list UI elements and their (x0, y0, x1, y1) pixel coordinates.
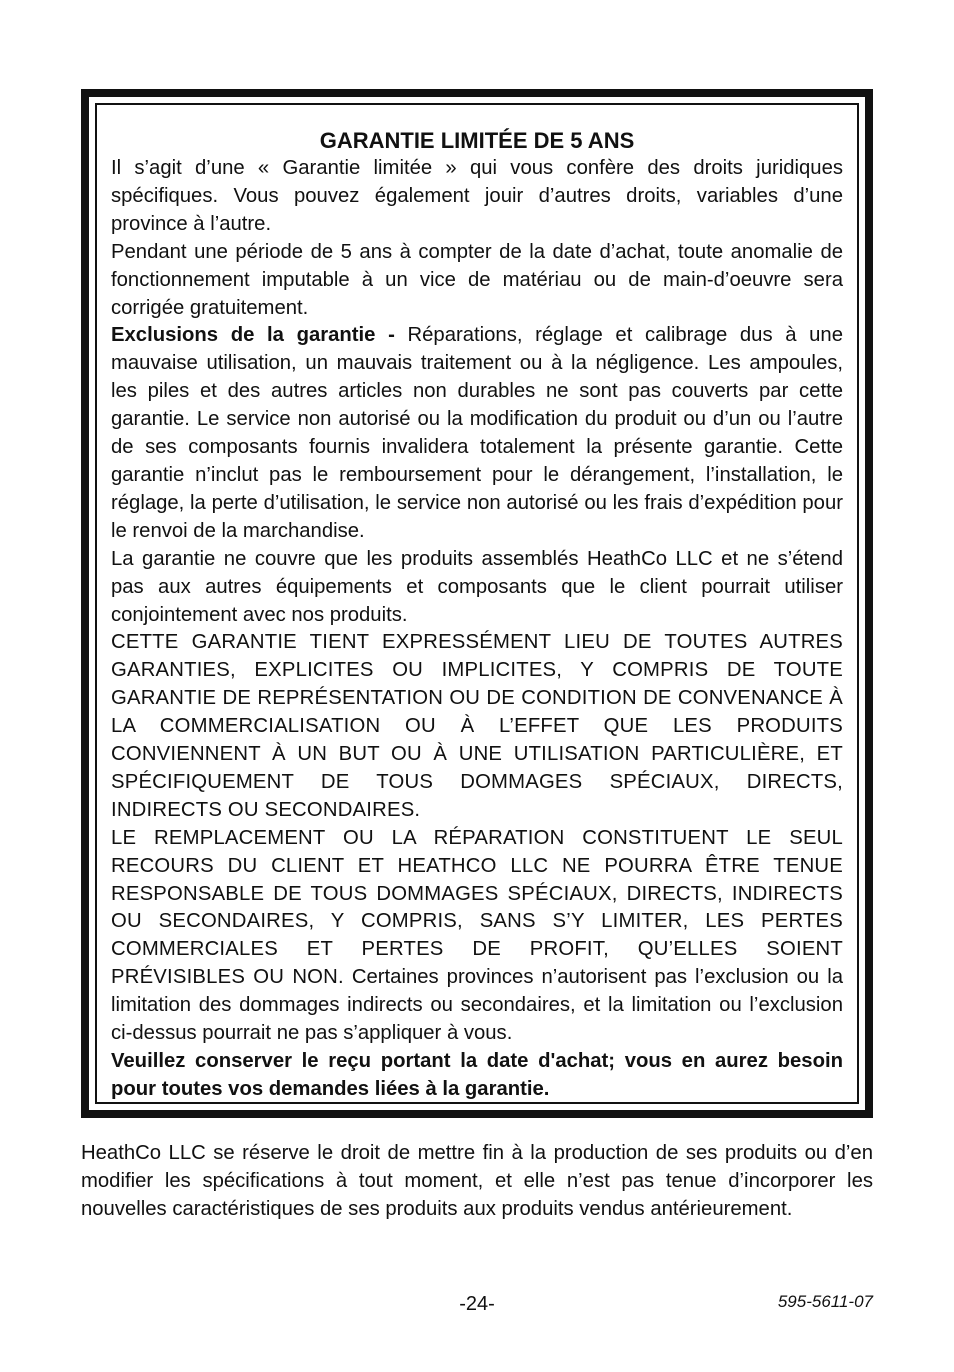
footer-notice: HeathCo LLC se réserve le droit de mettre fin à la production de ses produits ou d’en modifier les spécifications à tout moment, et elle n’est pas tenue d’incorporer les nouvelles caractéristiques de ses produits aux produits vendus antérieurement. (81, 1142, 873, 1220)
warranty-receipt-notice: Veuillez conserver le reçu portant la date d'achat; vous en aurez besoin pour toutes vos demandes liées à la garantie. (111, 1050, 843, 1100)
warranty-period-paragraph: Pendant une période de 5 ans à compter de la date d’achat, toute anomalie de fonctionnement imputable à un vice de matériau ou de main-d’oeuvre sera corrigée gratuitement. (111, 240, 843, 319)
warranty-box (81, 89, 873, 1118)
exclusions-text: Réparations, réglage et calibrage dus à une mauvaise utilisation, un mauvais traitement ou à la négligence. Les ampoules, les piles et des autres articles non durables ne sont pas couverts par cette garantie. Le service non autorisé ou la modification du produit ou d’un ou l’autre de ses composants fournis invalidera totalement la présente garantie. Cette garantie n’inclut pas le remboursement pour le dérangement, l’installation, le réglage, la perte d’utilisation, le service non autorisé ou les frais d’expédition pour le renvoi de la marchandise. (111, 324, 843, 542)
warranty-disclaimer-paragraph: CETTE GARANTIE TIENT EXPRESSÉMENT LIEU DE TOUTES AUTRES GARANTIES, EXPLICITES OU IMPLICITES, Y COMPRIS DE TOUTE GARANTIE DE REPRÉSENTATION OU DE CONDITION DE CONVENANCE À LA COMMERCIALISATION OU À L’EFFET QUE LES PRODUITS CONVIENNENT À UN BUT OU À UNE UTILISATION PARTICULIÈRE, ET SPÉCIFIQUEMENT DE TOUS DOMMAGES SPÉCIAUX, DIRECTS, INDIRECTS OU SECONDAIRES. (111, 631, 843, 821)
page-number: -24- (459, 1293, 495, 1315)
warranty-exclusions-paragraph (111, 322, 843, 545)
exclusions-label: Exclusions de la garantie - (111, 324, 395, 347)
liability-text: Certaines provinces n’autorisent pas l’exclusion ou la limitation des dommages indirects ou secondaires, et la limitation ou l’exclusion ci-dessus pourrait ne pas s’appliquer à vous. (111, 966, 843, 1045)
liability-caps-text: LE REMPLACEMENT OU LA RÉPARATION CONSTITUENT LE SEUL RECOURS DU CLIENT ET HEATHCO LLC NE POURRA ÊTRE TENUE RESPONSABLE DE TOUS DOMMAGES SPÉCIAUX, DIRECTS, INDIRECTS OU SECONDAIRES, Y COMPRIS, SANS S’Y LIMITER, LES PERTES COMMERCIALES ET PERTES DE PROFIT, QU’ELLES SOIENT PRÉVISIBLES OU NON. (111, 826, 843, 989)
document-code: 595-5611-07 (777, 1292, 873, 1311)
warranty-title: GARANTIE LIMITÉE DE 5 ANS (319, 128, 635, 153)
warranty-inner-border (95, 103, 859, 1104)
warranty-intro-paragraph: Il s’agit d’une « Garantie limitée » qui vous confère des droits juridiques spécifiques. Vous pouvez également jouir d’autres droits, variables d’une province à l’autre. (111, 157, 843, 235)
warranty-content (111, 127, 843, 1104)
warranty-liability-paragraph (111, 825, 843, 1048)
warranty-coverage-paragraph: La garantie ne couvre que les produits assemblés HeathCo LLC et ne s’étend pas aux autres équipements et composants que le client pourrait utiliser conjointement avec nos produits. (111, 547, 843, 626)
